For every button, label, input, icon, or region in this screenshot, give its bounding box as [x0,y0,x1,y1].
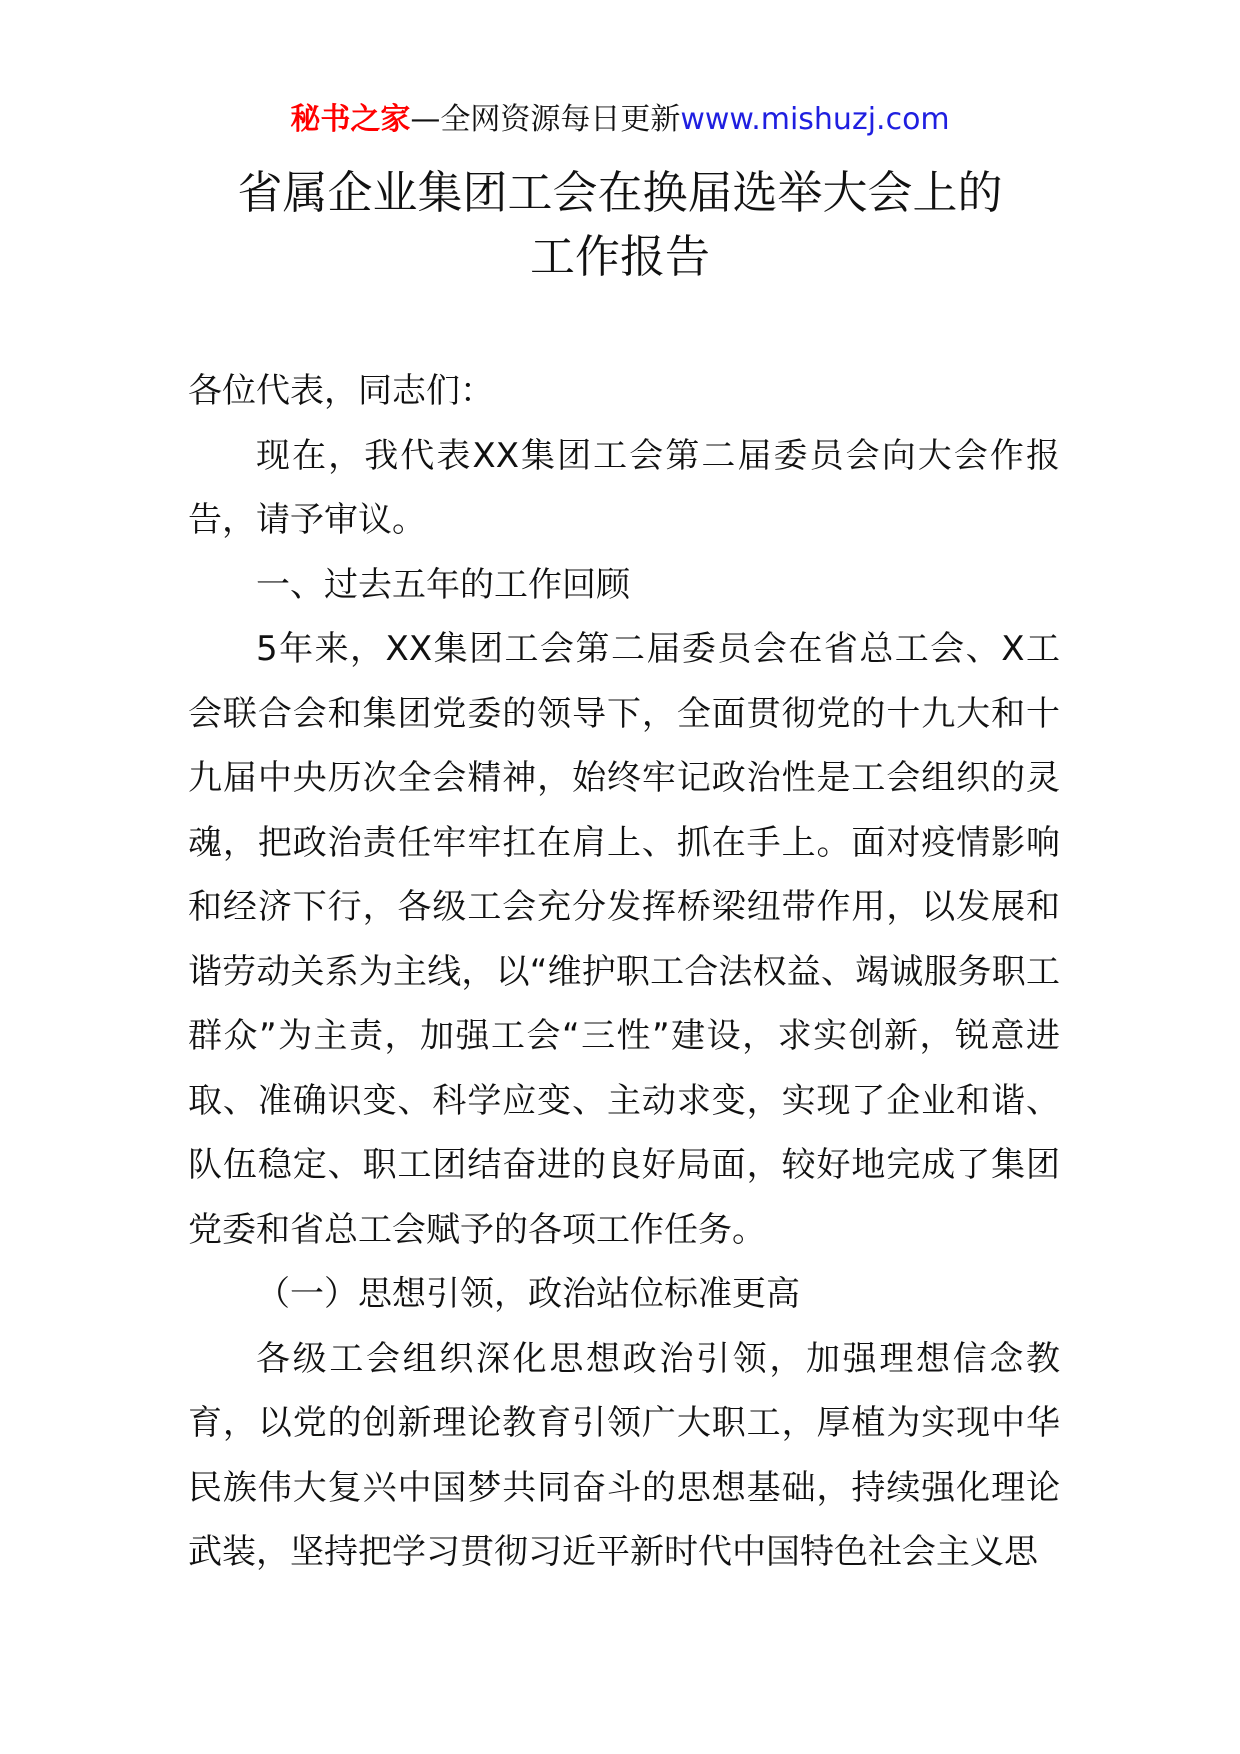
site-url-link[interactable]: www.mishuzj.com [680,102,950,137]
site-header [0,100,1240,140]
paragraph-ideology: 各级工会组织深化思想政治引领，加强理想信念教育，以党的创新理论教育引领广大职工，厚植为实现中华民族伟大复兴中国梦共同奋斗的思想基础，持续强化理论武装，坚持把学习贯彻习近平新时代中国特色社会主义思 [188,1338,1060,1572]
subsection-heading: （一）思想引领，政治站位标准更高 [256,1274,800,1314]
document-body [188,359,1060,1585]
salutation: 各位代表，同志们： [188,371,494,411]
document-title-line-2: 工作报告 [529,230,710,283]
brand-name: 秘书之家 [290,102,411,137]
paragraph-intro: 现在，我代表XX集团工会第二届委员会向大会作报告，请予审议。 [188,435,1060,540]
paragraph-review: 5年来，XX集团工会第二届委员会在省总工会、X工会联合会和集团党委的领导下，全面贯彻党的十九大和十九届中央历次全会精神，始终牢记政治性是工会组织的灵魂，把政治责任牢牢扛在肩上、抓在手上。面对疫情影响和经济下行，各级工会充分发挥桥梁纽带作用，以发展和谐劳动关系为主线，以“维护职工合法权益、竭诚服务职工群众”为主责，加强工会“三性”建设，求实创新，锐意进取、准确识变、科学应变、主动求变，实现了企业和谐、队伍稳定、职工团结奋进的良好局面，较好地完成了集团党委和省总工会赋予的各项工作任务。 [188,629,1060,1250]
header-tagline: —全网资源每日更新 [410,102,681,137]
document-title-line-1: 省属企业集团工会在换届选举大会上的 [237,166,1003,219]
section-heading: 一、过去五年的工作回顾 [256,564,630,605]
